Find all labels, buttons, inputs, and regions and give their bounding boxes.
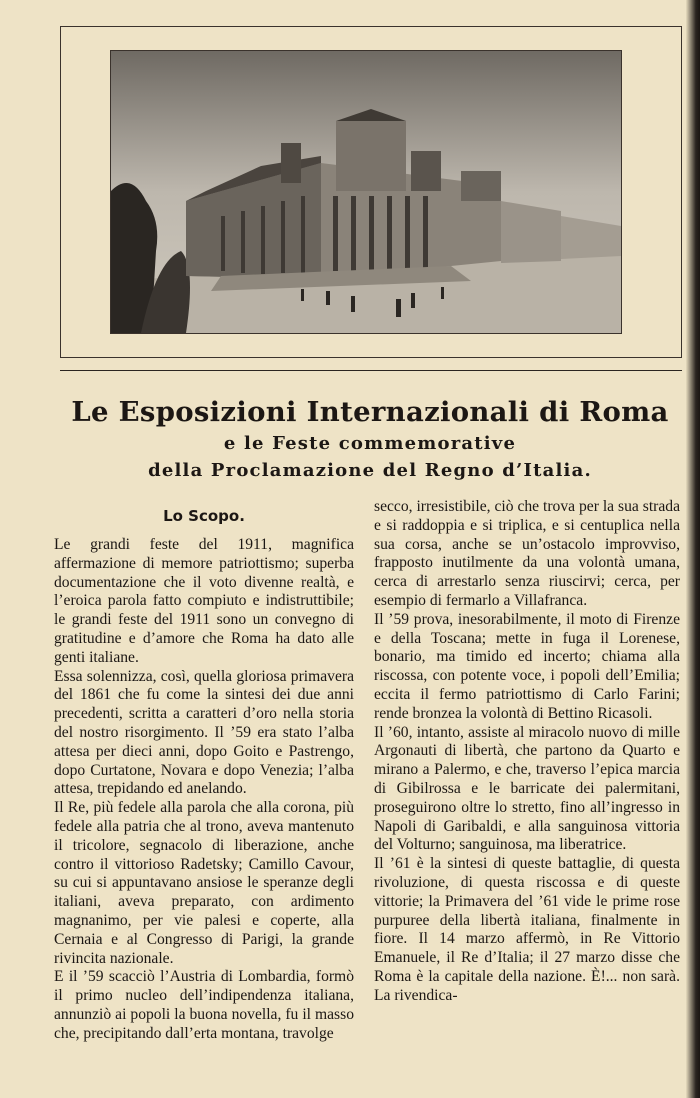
illustration — [110, 50, 622, 334]
divider-rule — [60, 370, 682, 371]
article-subtitle-line2: della Proclamazione del Regno d’Italia. — [148, 460, 592, 481]
section-heading: Lo Scopo. — [163, 507, 245, 525]
text-column-left: Le grandi feste del 1911, magnifica affermazione di memore patriottismo; superba documentazione che il voto divenne realtà, e l’eroica parola fatto compiuto e indistruttibile; le grandi feste del 1911 sono un convegno di gratitudine e d’amore che Roma ha dato alle genti italiane. Essa solennizza, così, quella gloriosa primavera del 1861 che fu come la sintesi dei due anni precedenti, scritta a caratteri d’oro nella storia del nostro risorgimento. Il ’59 era stato l’alba attesa per dieci anni, dopo Goito e Pastrengo, dopo Curtatone, Novara e dopo Venezia; l’alba attesa, trepidando ed anelando. Il Re, più fedele alla parola che alla corona, più fedele alla patria che al trono, aveva mantenuto il tricolore, segnacolo di liberazione, anche contro il vittorioso Radetsky; Camillo Cavour, su cui si appuntavano ansiose le speranze degli italiani, aveva preparato, con ardimento magnanimo, per vie palesi e coperte, alla Cernaia e al Congresso di Parigi, la grande rivincita nazionale. E il ’59 scacciò l’Austria di Lombardia, formò il primo nucleo dell’indipendenza italiana, annunziò ai popoli la buona novella, fu il masso che, precipitando dall’erta montana, travolge — [54, 536, 354, 1042]
text-column-right: secco, irresistibile, ciò che trova per la sua strada e si raddoppia e si triplica, e si centuplica nella sua corsa, anche se un’ostacolo improvviso, frapposto inutilmente da una volontà umana, cerca di arrestarlo senza riuscirvi; cerca, per esempio di fermarlo a Villafranca. Il ’59 prova, inesorabilmente, il moto di Firenze e della Toscana; mette in fuga il Lorenese, bonario, ma timido ed incerto; chiama alla riscossa, con potente voce, i popoli dell’Emilia; eccita il fermo patriottismo di Carlo Farini; rende bronzea la volontà di Bettino Ricasoli. Il ’60, intanto, assiste al miracolo nuovo di mille Argonauti di libertà, che partono da Quarto e mirano a Palermo, e che, traverso l’epica marcia di Gibilrossa e le barricate dei palermitani, proseguirono oltre lo stretto, fino all’ingresso in Napoli di Garibaldi, e alla sanguinosa vittoria del Volturno; sanguinosa, ma liberatrice. Il ’61 è la sintesi di queste battaglie, di questa rivoluzione, di questa riscossa e di queste vittorie; la Primavera del ’61 vide le prime rose purpuree della libertà italiana, finalmente in fiore. Il 14 marzo affermò, in Re Vittorio Emanuele, il Re d’Italia; il 27 marzo disse che Roma è la capitale della nazione. È!... non sarà. La rivendica- — [374, 498, 680, 1004]
article-title: Le Esposizioni Internazionali di Roma — [71, 396, 669, 428]
page-edge — [686, 0, 700, 1098]
exhibition-palace-engraving — [111, 51, 621, 333]
article-subtitle-line1: e le Feste commemorative — [223, 433, 517, 454]
